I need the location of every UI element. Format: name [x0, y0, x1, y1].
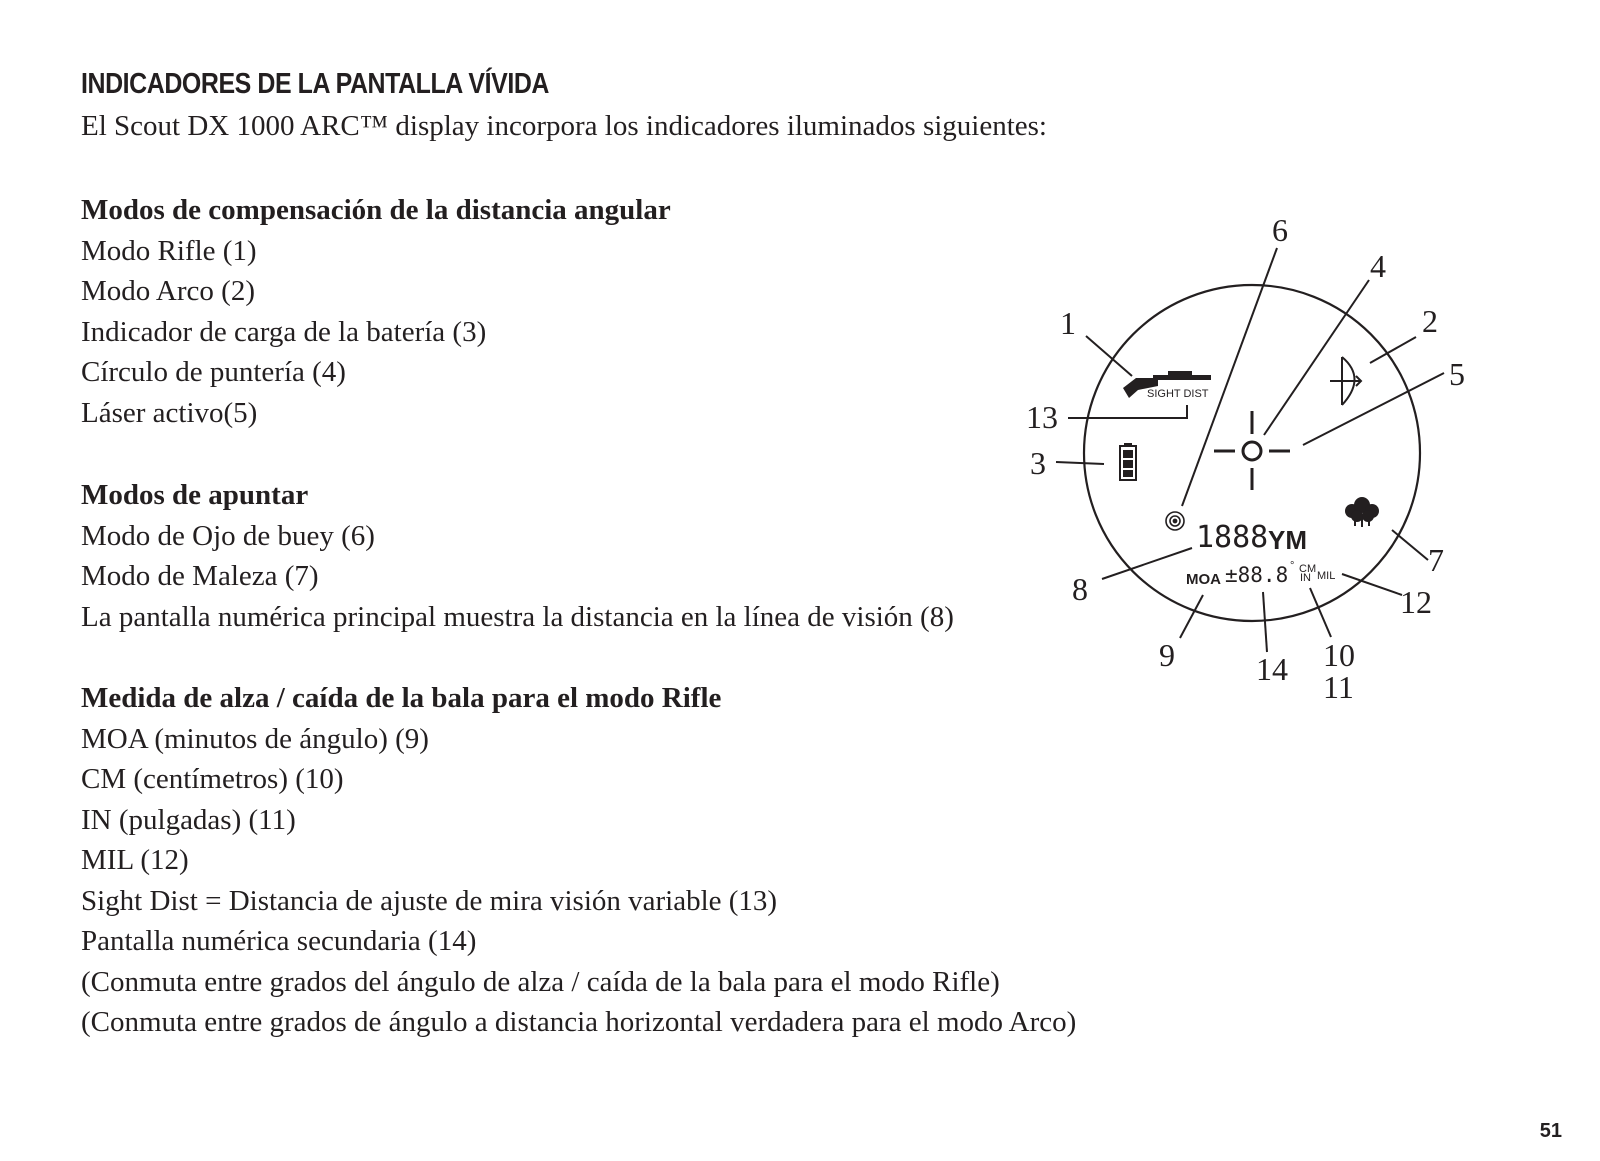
section-targeting-modes	[81, 475, 954, 637]
callout-10: 10	[1323, 637, 1355, 673]
list-item: (Conmuta entre grados de ángulo a distancia horizontal verdadera para el modo Arco)	[81, 1006, 1077, 1038]
list-item: (Conmuta entre grados del ángulo de alza / caída de la bala para el modo Rifle)	[81, 965, 1000, 998]
section-bullet-drop	[81, 678, 1076, 1043]
list-item: Sight Dist = Distancia de ajuste de mira visión variable (13)	[81, 884, 778, 917]
battery-icon	[1120, 443, 1136, 480]
callout-8: 8	[1072, 571, 1088, 607]
callout-13: 13	[1026, 399, 1058, 435]
leader-lines	[1056, 248, 1444, 652]
list-item: Modo de Maleza (7)	[81, 560, 319, 592]
callout-7: 7	[1428, 542, 1444, 578]
callout-12: 12	[1400, 584, 1432, 620]
list-item: MOA (minutos de ángulo) (9)	[81, 722, 429, 755]
mil-label: MIL	[1317, 570, 1336, 582]
list-item: IN (pulgadas) (11)	[81, 803, 296, 836]
bullseye-icon	[1166, 512, 1184, 530]
degree-symbol: °	[1290, 560, 1295, 572]
list-item: Pantalla numérica secundaria (14)	[81, 925, 477, 957]
section-title: Medida de alza / caída de la bala para el modo Rifle	[81, 682, 722, 714]
callout-5: 5	[1449, 356, 1465, 392]
leader-3	[1056, 462, 1104, 464]
section-title: Modos de compensación de la distancia angular	[81, 194, 671, 226]
leader-14	[1263, 592, 1267, 652]
section-angle-compensation	[81, 190, 671, 433]
callout-9: 9	[1159, 637, 1175, 673]
in-label: IN	[1300, 572, 1311, 584]
intro-text: El Scout DX 1000 ARC™ display incorpora los indicadores iluminados siguientes:	[81, 110, 1047, 142]
leader-7	[1392, 530, 1428, 560]
list-item: MIL (12)	[81, 844, 189, 876]
list-item: Modo Arco (2)	[81, 275, 255, 307]
list-item: Indicador de carga de la batería (3)	[81, 315, 487, 348]
callout-4: 4	[1370, 248, 1386, 284]
leader-5	[1303, 373, 1444, 445]
list-item: Modo de Ojo de buey (6)	[81, 519, 375, 552]
callout-11: 11	[1323, 669, 1354, 705]
list-item: La pantalla numérica principal muestra la distancia en la línea de visión (8)	[81, 600, 954, 633]
bow-icon	[1330, 357, 1361, 405]
leader-10	[1310, 588, 1331, 637]
callout-2: 2	[1422, 303, 1438, 339]
page-number: 51	[1539, 1120, 1562, 1142]
display-diagram	[1020, 200, 1500, 710]
callout-1: 1	[1060, 305, 1076, 341]
main-distance-readout: 1888	[1196, 520, 1269, 555]
list-item: Modo Rifle (1)	[81, 234, 257, 267]
secondary-readout: ±88.8	[1225, 563, 1289, 587]
page-heading: INDICADORES DE LA PANTALLA VÍVIDA	[81, 68, 549, 100]
aiming-circle-icon	[1214, 411, 1290, 490]
list-item: Círculo de puntería (4)	[81, 356, 346, 388]
callout-3: 3	[1030, 445, 1046, 481]
sight-dist-label: SIGHT DIST	[1147, 388, 1209, 400]
cm-label: CM	[1299, 563, 1317, 575]
moa-label: MOA	[1186, 571, 1221, 588]
section-title: Modos de apuntar	[81, 479, 309, 511]
main-units-label: YM	[1268, 525, 1307, 555]
leader-4	[1264, 280, 1369, 435]
leader-9	[1180, 595, 1203, 638]
list-item: Láser activo(5)	[81, 396, 258, 429]
tree-icon	[1345, 497, 1379, 527]
callout-14: 14	[1256, 651, 1288, 687]
leader-12	[1342, 574, 1402, 595]
leader-13	[1068, 405, 1187, 418]
callout-6: 6	[1272, 212, 1288, 248]
list-item: CM (centímetros) (10)	[81, 763, 344, 795]
